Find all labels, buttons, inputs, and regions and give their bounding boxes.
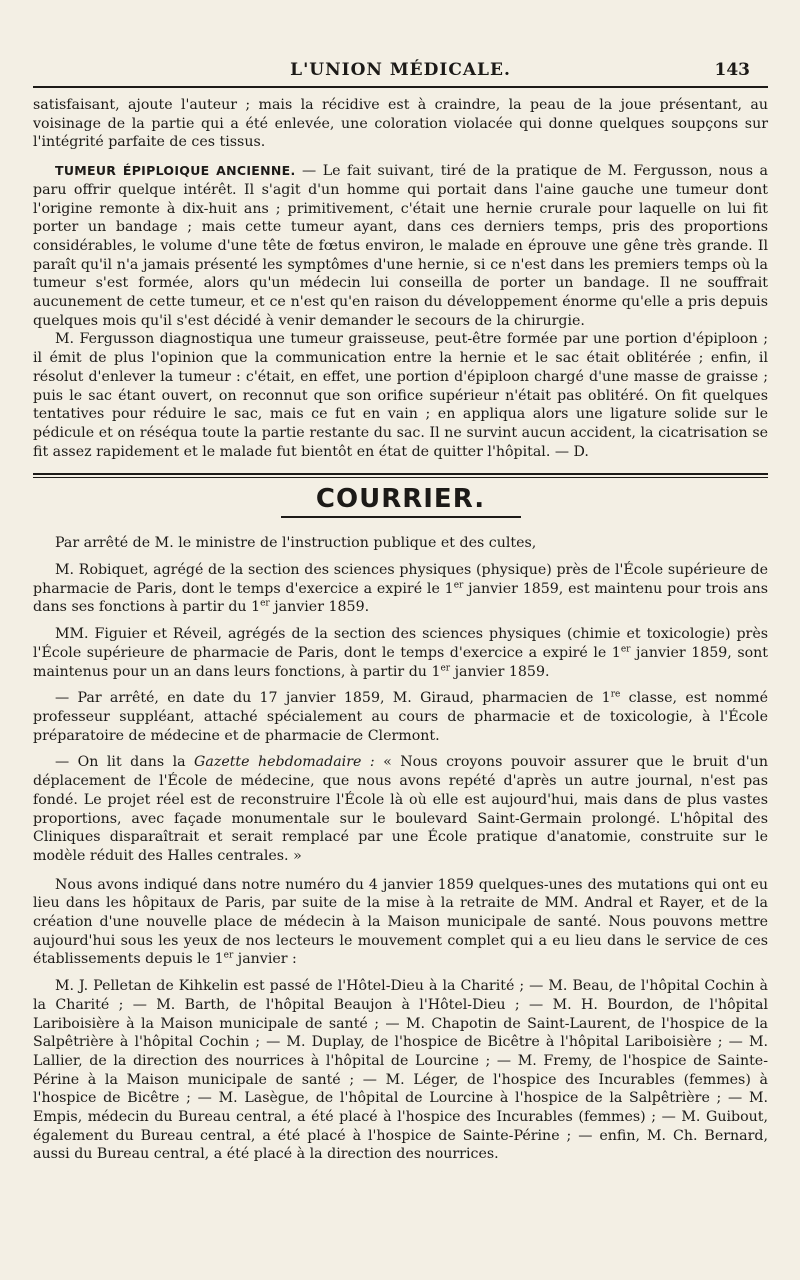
title-underline [281,516,521,518]
text-fragment: MM. Figuier et Réveil, agrégés de la section des sciences physiques (chimie et toxicologie) près l'École supérieure de pharmacie de Paris, dont le temps d'exercice a expiré le 1 [33,626,768,661]
text-fragment: janvier : [233,951,297,968]
superscript: er [453,580,464,591]
paragraph-continued: satisfaisant, ajoute l'auteur ; mais la récidive est à craindre, la peau de la joue présentant, au voisinage de la partie qui a été enlevée, une coloration violacée qui donne quelques soupçons sur l'intégrité parfaite de ces tissus. [33,97,768,151]
case-heading: TUMEUR ÉPIPLOIQUE ANCIENNE. [55,163,296,179]
page-header [33,56,768,88]
superscript: er [223,950,234,961]
text-fragment: janvier 1859. [450,663,550,680]
journal-name: Gazette hebdomadaire : [194,754,375,771]
paragraph-arrete: Par arrêté de M. le ministre de l'instruction publique et des cultes, [55,535,537,552]
superscript: er [440,662,451,673]
paragraph-mutations [33,876,768,970]
text-fragment: — On lit dans la [55,754,195,771]
text-fragment: « Nous croyons pouvoir assurer que le bruit d'un déplacement de l'École de médecine, que nous avons repété d'après un autre journal, n'est pas fondé. Le projet réel est de reconstruire l'École là où elle est aujourd'hui, mais dans de plus vastes proportions, avec façade monumentale sur le boulevard Saint-Germain prolongé. L'hôpital des Cliniques disparaîtrait et serait remplacé par une École pratique d'anatomie, construite sur le modèle réduit des Halles centrales. » [33,754,768,864]
section-divider [33,473,768,478]
text-fragment: Nous avons indiqué dans notre numéro du 4 janvier 1859 quelques-unes des mutations qui ont eu lieu dans les hôpitaux de Paris, par suite de la mise à la retraite de MM. Andral et Rayer, et de la création d'une nouvelle place de médecin à la Maison municipale de santé. Nous pouvons mettre aujourd'hui sous les yeux de nos lecteurs le mouvement complet qui a eu lieu dans le service de ces établissements depuis le 1 [33,876,768,968]
page-number: 143 [714,60,750,80]
paragraph-fergusson: M. Fergusson diagnostiqua une tumeur graisseuse, peut-être formée par une portion d'épiploon ; il émit de plus l'opinion que la communication entre la hernie et le sac était oblitérée ; enfin, il résolut d'enlever la tumeur : c'était, en effet, une portion d'épiploon chargé d'une masse de graisse ; puis le sac étant ouvert, on reconnut que son orifice supérieur n'était pas oblitéré. On fit quelques tentatives pour réduire le sac, mais ce fut en vain ; en appliqua alors une ligature solide sur le pédicule et on réséqua toute la partie restante du sac. Il ne survint aucun accident, la cicatrisation se fit assez rapidement et le malade fut bientôt en état de quitter l'hôpital. — D. [33,331,768,460]
paragraph-figuier [33,625,768,681]
paragraph-appointments: M. J. Pelletan de Kihkelin est passé de l'Hôtel-Dieu à la Charité ; — M. Beau, de l'hôpital Cochin à la Charité ; — M. Barth, de l'hôpital Beaujon à l'Hôtel-Dieu ; — M. H. Bourdon, de l'hôpital Lariboisière à la Maison municipale de santé ; — M. Chapotin de Saint-Laurent, de l'hospice de la Salpêtrière à l'hôpital Cochin ; — M. Duplay, de l'hospice de Bicêtre à l'hôpital Lariboisière ; — M. Lallier, de la direction des nourrices à l'hôpital de Lourcine ; — M. Fremy, de l'hospice de Sainte-Périne à la Maison municipale de santé ; — M. Léger, de l'hospice des Incurables (femmes) à l'hospice de Bicêtre ; — M. Lasègue, de l'hôpital de Lourcine à l'hospice de la Salpêtrière ; — M. Empis, médecin du Bureau central, a été placé à l'hospice des Incurables (femmes) ; — M. Guibout, également du Bureau central, a été placé à l'hospice de Sainte-Périne ; — enfin, M. Ch. Bernard, aussi du Bureau central, a été placé à la direction des nourrices. [33,978,768,1163]
text-fragment: janvier 1859, est maintenu pour trois ans dans ses fonctions à partir du 1 [33,580,769,616]
running-head: L'UNION MÉDICALE. [290,60,511,80]
case-text: — Le fait suivant, tiré de la pratique de M. Fergusson, nous a paru offrir quelque intérêt. Il s'agit d'un homme qui portait dans l'aine gauche une tumeur dont l'origine remonte à dix-huit ans ; primitivement, c'était une hernie crurale pour laquelle on lui fit porter un bandage ; mais cette tumeur ayant, dans ces derniers temps, pris des proportions considérables, le volume d'une tête de fœtus environ, le malade en éprouve une gêne très grande. Il paraît qu'il n'a jamais présenté les symptômes d'une hernie, si ce n'est dans les premiers temps où la tumeur s'est formée, alors qu'un médecin lui conseilla de porter un bandage. Il ne souffrait aucunement de cette tumeur, et ce n'est qu'en raison du développement énorme qu'elle a pris depuis quelques mois qu'il s'est décidé à venir demander le secours de la chirurgie. [33,163,768,329]
superscript: re [610,689,621,700]
text-fragment: janvier 1859. [269,599,370,616]
superscript: er [620,644,631,655]
paragraph-giraud [33,689,768,745]
section-title: COURRIER. [315,484,486,515]
paragraph-robiquet [33,561,768,617]
paragraph-tumeur [33,162,768,330]
text-fragment: classe, est nommé professeur suppléant, attaché spécialement au cours de pharmacie et de toxicologie, à l'École préparatoire de médecine et de pharmacie de Clermont. [33,690,768,744]
text-fragment: M. Robiquet, agrégé de la section des sciences physiques (physique) près de l'École supérieure de pharmacie de Paris, dont le temps d'exercice a expiré le 1 [33,562,768,597]
superscript: er [260,598,270,609]
text-fragment: — Par arrêté, en date du 17 janvier 1859, M. Giraud, pharmacien de 1 [55,690,611,707]
text-fragment: janvier 1859, sont maintenus pour un an dans leurs fonctions, à partir du 1 [33,644,768,680]
paragraph-gazette [33,753,768,865]
